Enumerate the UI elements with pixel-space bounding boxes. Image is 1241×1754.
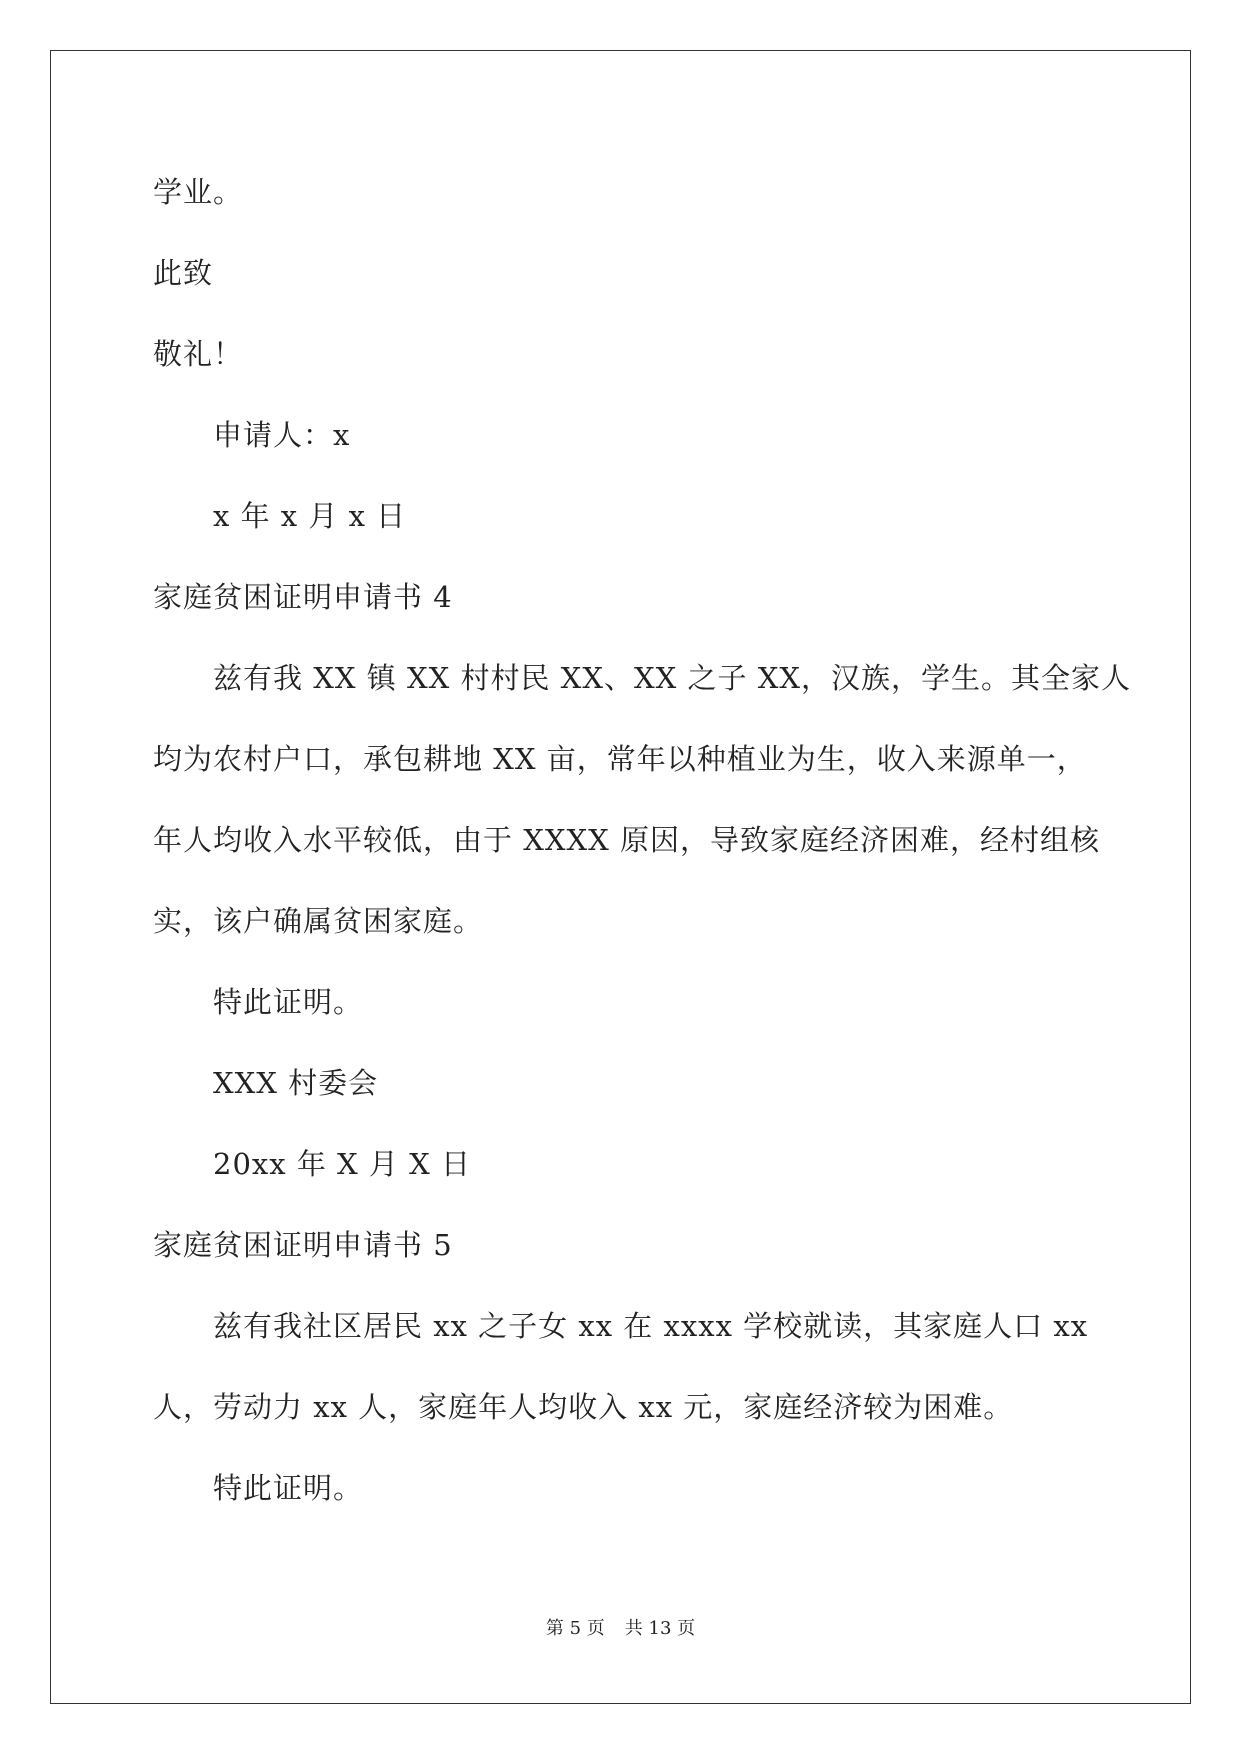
page-total: 共 13 页	[624, 1618, 696, 1639]
date-line: 20xx 年 X 月 X 日	[213, 1147, 471, 1181]
body-line: 学业。	[153, 175, 244, 209]
body-line: 均为农村户口，承包耕地 XX 亩，常年以种植业为生，收入来源单一，	[153, 742, 1087, 776]
body-line: 实，该户确属贫困家庭。	[153, 904, 484, 938]
page-footer	[0, 1617, 1241, 1641]
body-line: 敬礼！	[153, 337, 244, 371]
body-line: 人，劳动力 xx 人，家庭年人均收入 xx 元，家庭经济较为困难。	[153, 1390, 1014, 1424]
page-number: 第 5 页	[545, 1618, 605, 1639]
section-heading: 家庭贫困证明申请书 4	[153, 580, 453, 614]
body-line: 兹有我社区居民 xx 之子女 xx 在 xxxx 学校就读，其家庭人口 xx	[213, 1309, 1089, 1343]
body-line: 特此证明。	[213, 1471, 364, 1505]
page-border	[50, 50, 1191, 1704]
body-line: 兹有我 XX 镇 XX 村村民 XX、XX 之子 XX，汉族，学生。其全家人	[213, 661, 1131, 695]
body-line: 年人均收入水平较低，由于 XXXX 原因，导致家庭经济困难，经村组核	[153, 823, 1101, 857]
body-line: 特此证明。	[213, 985, 364, 1019]
section-heading: 家庭贫困证明申请书 5	[153, 1228, 453, 1262]
body-line: 此致	[153, 256, 214, 290]
date-line: x 年 x 月 x 日	[213, 499, 407, 533]
signature-line: XXX 村委会	[213, 1066, 379, 1100]
applicant-line: 申请人：x	[213, 418, 351, 452]
